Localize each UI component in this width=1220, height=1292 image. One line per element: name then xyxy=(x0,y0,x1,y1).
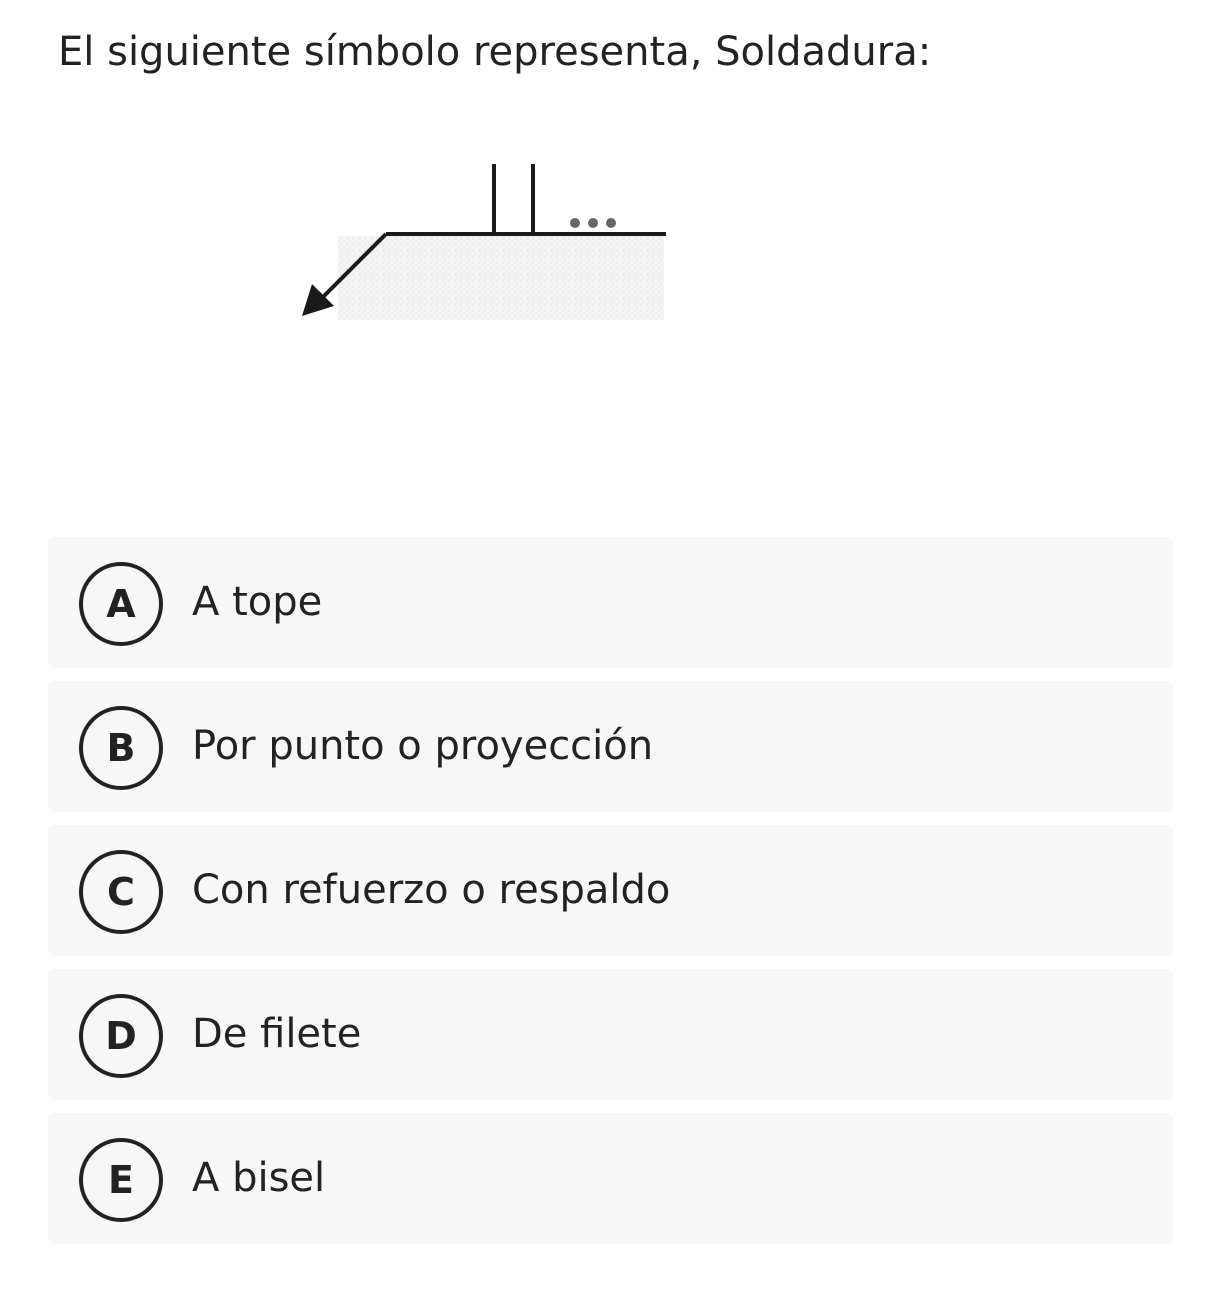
option-d[interactable] xyxy=(48,969,1173,1100)
dot xyxy=(570,218,580,228)
option-c[interactable] xyxy=(48,825,1173,956)
option-letter-badge: A xyxy=(79,562,163,646)
dot xyxy=(606,218,616,228)
dot xyxy=(588,218,598,228)
option-label: A tope xyxy=(192,579,323,625)
option-letter-badge: C xyxy=(79,850,163,934)
option-b[interactable] xyxy=(48,681,1173,812)
shaded-background xyxy=(338,236,664,320)
question-text: El siguiente símbolo representa, Soldadura: xyxy=(58,29,932,75)
option-e[interactable] xyxy=(48,1113,1173,1244)
weld-symbol-icon xyxy=(298,160,670,326)
option-letter-badge: E xyxy=(79,1138,163,1222)
option-letter-badge: D xyxy=(79,994,163,1078)
answer-options xyxy=(48,537,1173,1257)
option-label: Con refuerzo o respaldo xyxy=(192,867,671,913)
option-label: A bisel xyxy=(192,1155,326,1201)
option-a[interactable] xyxy=(48,537,1173,668)
option-letter-badge: B xyxy=(79,706,163,790)
option-label: Por punto o proyección xyxy=(192,723,654,769)
option-label: De filete xyxy=(192,1011,362,1057)
